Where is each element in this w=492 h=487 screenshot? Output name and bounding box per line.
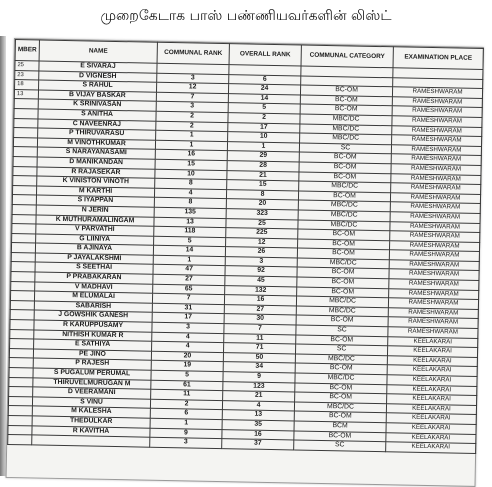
- candidate-name-cell: B AJINAYA: [35, 243, 153, 255]
- row-number-cell: 13: [14, 89, 38, 99]
- examination-place-cell: RAMESHWARAM: [392, 97, 482, 108]
- row-number-cell: [9, 387, 33, 397]
- overall-rank-cell: 27: [224, 304, 296, 315]
- row-number-cell: [11, 281, 35, 291]
- candidate-name-cell: P PRABAKARAN: [35, 272, 153, 284]
- examination-place-cell: KEELAKARAI: [387, 384, 477, 395]
- overall-rank-cell: 323: [226, 209, 298, 220]
- examination-place-cell: KEELAKARAI: [387, 375, 477, 386]
- page-heading: முறைகேடாக பாஸ் பண்ணியவர்களின் லிஸ்ட்: [100, 8, 392, 24]
- candidate-name-cell: P RAJESH: [33, 358, 151, 370]
- overall-rank-cell: 16: [224, 295, 296, 306]
- communal-category-cell: MBC/DC: [295, 373, 387, 384]
- examination-place-cell: RAMESHWARAM: [388, 317, 478, 328]
- examination-place-cell: RAMESHWARAM: [388, 308, 478, 319]
- overall-rank-cell: 35: [222, 420, 294, 431]
- communal-category-cell: BC-OM: [295, 392, 387, 403]
- candidate-name-cell: NITHISH KUMAR R: [34, 330, 152, 342]
- candidate-name-cell: THIRUVELMURUGAN M: [33, 378, 151, 390]
- overall-rank-cell: 2: [228, 113, 300, 124]
- examination-place-cell: RAMESHWARAM: [389, 279, 479, 290]
- communal-rank-cell: 1: [153, 255, 225, 266]
- candidate-name-cell: E SIVARAJ: [39, 61, 157, 73]
- candidate-name-cell: B VIJAY BASKAR: [38, 90, 156, 102]
- communal-category-cell: MBC/DC: [298, 210, 390, 221]
- row-number-cell: [12, 233, 36, 243]
- row-number-cell: [8, 435, 32, 445]
- row-number-cell: [12, 204, 36, 214]
- candidate-name-cell: S PUGALUM PERUMAL: [33, 368, 151, 380]
- row-number-cell: [12, 214, 36, 224]
- overall-rank-cell: 7: [224, 324, 296, 335]
- overall-rank-cell: 14: [228, 93, 300, 104]
- examination-place-cell: RAMESHWARAM: [392, 116, 482, 127]
- row-number-cell: [9, 377, 33, 387]
- communal-rank-cell: 3: [152, 322, 224, 333]
- column-header-name: NAME: [39, 40, 157, 63]
- candidate-name-cell: S IYAPPAN: [36, 195, 154, 207]
- communal-rank-cell: 1: [150, 418, 222, 429]
- communal-rank-cell: 19: [151, 361, 223, 372]
- communal-rank-cell: 16: [155, 150, 227, 161]
- row-number-cell: [10, 339, 34, 349]
- examination-place-cell: KEELAKARAI: [386, 404, 476, 415]
- communal-category-cell: BC-OM: [299, 172, 391, 183]
- candidate-name-cell: K MUTHURAMALINGAM: [36, 214, 154, 226]
- column-header-number: MBER: [15, 40, 39, 61]
- overall-rank-cell: 4: [222, 400, 294, 411]
- communal-rank-cell: 20: [151, 351, 223, 362]
- candidate-name-cell: C NAVEENRAJ: [38, 119, 156, 131]
- communal-category-cell: SC: [294, 440, 386, 451]
- candidate-name-cell: [32, 435, 150, 447]
- row-number-cell: [13, 137, 37, 147]
- communal-category-cell: BC-OM: [298, 191, 390, 202]
- candidate-name-cell: D MANIKANDAN: [37, 157, 155, 169]
- row-number-cell: [14, 108, 38, 118]
- overall-rank-cell: 28: [227, 161, 299, 172]
- column-header-communal-category: COMMUNAL CATEGORY: [301, 45, 393, 68]
- examination-place-cell: KEELAKARAI: [386, 432, 476, 443]
- communal-category-cell: MBC/DC: [300, 133, 392, 144]
- candidate-name-cell: M VINOTHKUMAR: [37, 138, 155, 150]
- communal-rank-cell: 5: [151, 370, 223, 381]
- overall-rank-cell: 16: [222, 429, 294, 440]
- communal-rank-cell: 4: [152, 332, 224, 343]
- row-number-cell: 18: [15, 80, 39, 90]
- communal-category-cell: BC-OM: [300, 85, 392, 96]
- candidate-name-cell: P JAYALAKSHMI: [35, 253, 153, 265]
- overall-rank-cell: 92: [225, 266, 297, 277]
- examination-place-cell: RAMESHWARAM: [389, 269, 479, 280]
- communal-category-cell: BCM: [294, 421, 386, 432]
- communal-rank-cell: 13: [154, 217, 226, 228]
- row-number-cell: [10, 329, 34, 339]
- examination-place-cell: RAMESHWARAM: [390, 202, 480, 213]
- row-number-cell: [10, 300, 34, 310]
- candidate-name-cell: V PARVATHI: [36, 224, 154, 236]
- candidate-name-cell: M ELUMALAI: [34, 291, 152, 303]
- column-header-communal-rank: COMMUNAL RANK: [157, 42, 229, 64]
- candidate-name-cell: N JERIN: [36, 205, 154, 217]
- overall-rank-cell: 123: [223, 381, 295, 392]
- overall-rank-cell: 17: [228, 122, 300, 133]
- results-sheet: [6, 38, 484, 487]
- communal-category-cell: BC-OM: [295, 383, 387, 394]
- communal-category-cell: BC-OM: [298, 239, 390, 250]
- overall-rank-cell: 37: [222, 439, 294, 450]
- communal-category-cell: BC-OM: [299, 152, 391, 163]
- candidate-name-cell: S NARAYANASAMI: [37, 147, 155, 159]
- communal-rank-cell: 4: [154, 188, 226, 199]
- row-number-cell: [10, 310, 34, 320]
- examination-place-cell: KEELAKARAI: [387, 356, 477, 367]
- overall-rank-cell: 11: [224, 333, 296, 344]
- overall-rank-cell: 20: [226, 199, 298, 210]
- overall-rank-cell: 5: [228, 103, 300, 114]
- candidate-name-cell: S VINU: [32, 397, 150, 409]
- communal-category-cell: MBC/DC: [298, 200, 390, 211]
- communal-rank-cell: 7: [156, 92, 228, 103]
- communal-rank-cell: 6: [150, 409, 222, 420]
- examination-place-cell: RAMESHWARAM: [391, 145, 481, 156]
- row-number-cell: [13, 166, 37, 176]
- overall-rank-cell: 12: [226, 237, 298, 248]
- candidate-name-cell: E SATHIYA: [34, 339, 152, 351]
- examination-place-cell: RAMESHWARAM: [392, 87, 482, 98]
- communal-category-cell: BC-OM: [296, 315, 388, 326]
- overall-rank-cell: 34: [223, 362, 295, 373]
- examination-place-cell: RAMESHWARAM: [388, 327, 478, 338]
- communal-category-cell: BC-OM: [296, 335, 388, 346]
- examination-place-cell: KEELAKARAI: [387, 365, 477, 376]
- communal-category-cell: BC-OM: [297, 267, 389, 278]
- candidate-name-cell: D VEERAMANI: [33, 387, 151, 399]
- row-number-cell: [8, 406, 32, 416]
- candidate-name-cell: D VIGNESH: [39, 71, 157, 83]
- overall-rank-cell: 3: [225, 256, 297, 267]
- examination-place-cell: RAMESHWARAM: [391, 164, 481, 175]
- communal-rank-cell: 5: [154, 236, 226, 247]
- overall-rank-cell: 9: [223, 372, 295, 383]
- examination-place-cell: RAMESHWARAM: [391, 173, 481, 184]
- examination-place-cell: RAMESHWARAM: [391, 154, 481, 165]
- row-number-cell: [13, 156, 37, 166]
- row-number-cell: [14, 118, 38, 128]
- candidate-name-cell: THEDULKAR: [32, 416, 150, 428]
- communal-category-cell: BC-OM: [297, 248, 389, 259]
- communal-category-cell: SC: [299, 143, 391, 154]
- communal-rank-cell: 2: [150, 399, 222, 410]
- communal-category-cell: BC-OM: [299, 162, 391, 173]
- communal-rank-cell: 10: [155, 169, 227, 180]
- communal-category-cell: SC: [296, 325, 388, 336]
- examination-place-cell: KEELAKARAI: [388, 336, 478, 347]
- row-number-cell: [9, 367, 33, 377]
- overall-rank-cell: 30: [224, 314, 296, 325]
- overall-rank-cell: 21: [227, 170, 299, 181]
- examination-place-cell: RAMESHWARAM: [392, 106, 482, 117]
- overall-rank-cell: 10: [228, 132, 300, 143]
- candidate-name-cell: SABARISH: [34, 301, 152, 313]
- communal-rank-cell: 8: [155, 178, 227, 189]
- row-number-cell: [14, 99, 38, 109]
- communal-rank-cell: 47: [153, 265, 225, 276]
- communal-rank-cell: 17: [152, 313, 224, 324]
- row-number-cell: [13, 176, 37, 186]
- column-header-overall-rank: OVERALL RANK: [229, 44, 301, 66]
- overall-rank-cell: 6: [229, 74, 301, 85]
- communal-rank-cell: 7: [152, 293, 224, 304]
- row-number-cell: [14, 128, 38, 138]
- examination-place-cell: KEELAKARAI: [387, 346, 477, 357]
- overall-rank-cell: 45: [225, 276, 297, 287]
- examination-place-cell: RAMESHWARAM: [390, 221, 480, 232]
- communal-category-cell: MBC/DC: [300, 114, 392, 125]
- communal-rank-cell: 61: [151, 380, 223, 391]
- candidate-name-cell: R KARUPPUSAMY: [34, 320, 152, 332]
- overall-rank-cell: 50: [223, 352, 295, 363]
- examination-place-cell: RAMESHWARAM: [390, 212, 480, 223]
- candidate-name-cell: J GOWSHIK GANESH: [34, 310, 152, 322]
- examination-place-cell: RAMESHWARAM: [390, 192, 480, 203]
- row-number-cell: [9, 348, 33, 358]
- candidate-name-cell: S ANITHA: [38, 109, 156, 121]
- row-number-cell: [11, 252, 35, 262]
- overall-rank-cell: 225: [226, 228, 298, 239]
- row-number-cell: 25: [15, 61, 39, 71]
- communal-category-cell: MBC/DC: [294, 402, 386, 413]
- communal-category-cell: MBC/DC: [297, 258, 389, 269]
- communal-rank-cell: 65: [153, 284, 225, 295]
- overall-rank-cell: 132: [225, 285, 297, 296]
- row-number-cell: 23: [15, 70, 39, 80]
- communal-rank-cell: 1: [155, 140, 227, 151]
- communal-rank-cell: 11: [151, 389, 223, 400]
- row-number-cell: [10, 291, 34, 301]
- candidate-name-cell: K SRINIVASAN: [38, 99, 156, 111]
- communal-category-cell: BC-OM: [297, 287, 389, 298]
- examination-place-cell: KEELAKARAI: [386, 442, 476, 453]
- communal-category-cell: BC-OM: [294, 431, 386, 442]
- candidate-name-cell: M KALESHA: [32, 406, 150, 418]
- communal-rank-cell: 14: [153, 245, 225, 256]
- communal-category-cell: BC-OM: [295, 363, 387, 374]
- communal-category-cell: MBC/DC: [295, 354, 387, 365]
- examination-place-cell: KEELAKARAI: [386, 413, 476, 424]
- overall-rank-cell: 15: [227, 180, 299, 191]
- examination-place-cell: RAMESHWARAM: [389, 250, 479, 261]
- examination-place-cell: RAMESHWARAM: [390, 231, 480, 242]
- communal-rank-cell: 27: [153, 274, 225, 285]
- overall-rank-cell: 25: [226, 218, 298, 229]
- communal-category-cell: BC-OM: [298, 229, 390, 240]
- row-number-cell: [11, 272, 35, 282]
- results-table: [7, 39, 484, 454]
- candidate-name-cell: S SEETHAI: [35, 262, 153, 274]
- communal-rank-cell: 3: [156, 102, 228, 113]
- examination-place-cell: RAMESHWARAM: [392, 135, 482, 146]
- examination-place-cell: KEELAKARAI: [386, 423, 476, 434]
- communal-category-cell: MBC/DC: [296, 296, 388, 307]
- candidate-name-cell: P THIRUVARASU: [38, 128, 156, 140]
- table-body: [8, 61, 483, 454]
- communal-category-cell: MBC/DC: [300, 124, 392, 135]
- communal-rank-cell: 3: [157, 73, 229, 84]
- overall-rank-cell: 26: [225, 247, 297, 258]
- communal-rank-cell: 8: [154, 198, 226, 209]
- communal-rank-cell: 12: [156, 82, 228, 93]
- row-number-cell: [12, 224, 36, 234]
- communal-rank-cell: 118: [154, 226, 226, 237]
- candidate-name-cell: PE JINO: [33, 349, 151, 361]
- row-number-cell: [9, 358, 33, 368]
- candidate-name-cell: R KAVITHA: [32, 425, 150, 437]
- communal-rank-cell: 31: [152, 303, 224, 314]
- communal-category-cell: BC-OM: [297, 277, 389, 288]
- overall-rank-cell: 24: [228, 84, 300, 95]
- overall-rank-cell: 13: [222, 410, 294, 421]
- candidate-name-cell: V MADHAVI: [35, 282, 153, 294]
- row-number-cell: [8, 425, 32, 435]
- overall-rank-cell: 21: [223, 391, 295, 402]
- communal-category-cell: MBC/DC: [299, 181, 391, 192]
- overall-rank-cell: 8: [226, 189, 298, 200]
- examination-place-cell: RAMESHWARAM: [392, 125, 482, 136]
- examination-place-cell: RAMESHWARAM: [389, 240, 479, 251]
- communal-category-cell: BC-OM: [300, 95, 392, 106]
- row-number-cell: [8, 396, 32, 406]
- column-header-examination-place: EXAMINATION PLACE: [393, 47, 483, 70]
- candidate-name-cell: G LIINIYA: [36, 234, 154, 246]
- communal-rank-cell: 3: [150, 437, 222, 448]
- communal-rank-cell: 15: [155, 159, 227, 170]
- communal-category-cell: MBC/DC: [296, 306, 388, 317]
- communal-rank-cell: 135: [154, 207, 226, 218]
- examination-place-cell: RAMESHWARAM: [389, 288, 479, 299]
- communal-category-cell: BC-OM: [300, 104, 392, 115]
- communal-category-cell: SC: [295, 344, 387, 355]
- communal-rank-cell: 9: [150, 428, 222, 439]
- row-number-cell: [8, 415, 32, 425]
- examination-place-cell: RAMESHWARAM: [391, 183, 481, 194]
- paper-shadow-edge: [0, 36, 6, 476]
- examination-place-cell: KEELAKARAI: [387, 394, 477, 405]
- communal-rank-cell: 4: [152, 341, 224, 352]
- candidate-name-cell: R RAJASEKAR: [37, 166, 155, 178]
- overall-rank-cell: 1: [227, 141, 299, 152]
- row-number-cell: [13, 147, 37, 157]
- communal-rank-cell: 2: [156, 121, 228, 132]
- communal-category-cell: MBC/DC: [298, 219, 390, 230]
- row-number-cell: [11, 243, 35, 253]
- overall-rank-cell: 29: [227, 151, 299, 162]
- row-number-cell: [11, 262, 35, 272]
- overall-rank-cell: 71: [224, 343, 296, 354]
- candidate-name-cell: S RAHUL: [39, 80, 157, 92]
- examination-place-cell: RAMESHWARAM: [389, 260, 479, 271]
- communal-category-cell: BC-OM: [294, 411, 386, 422]
- row-number-cell: [12, 185, 36, 195]
- candidate-name-cell: K VINISTON VINOTH: [37, 176, 155, 188]
- row-number-cell: [10, 320, 34, 330]
- communal-rank-cell: 2: [156, 111, 228, 122]
- row-number-cell: [12, 195, 36, 205]
- examination-place-cell: RAMESHWARAM: [388, 298, 478, 309]
- candidate-name-cell: M KARTHI: [36, 186, 154, 198]
- communal-rank-cell: 1: [156, 130, 228, 141]
